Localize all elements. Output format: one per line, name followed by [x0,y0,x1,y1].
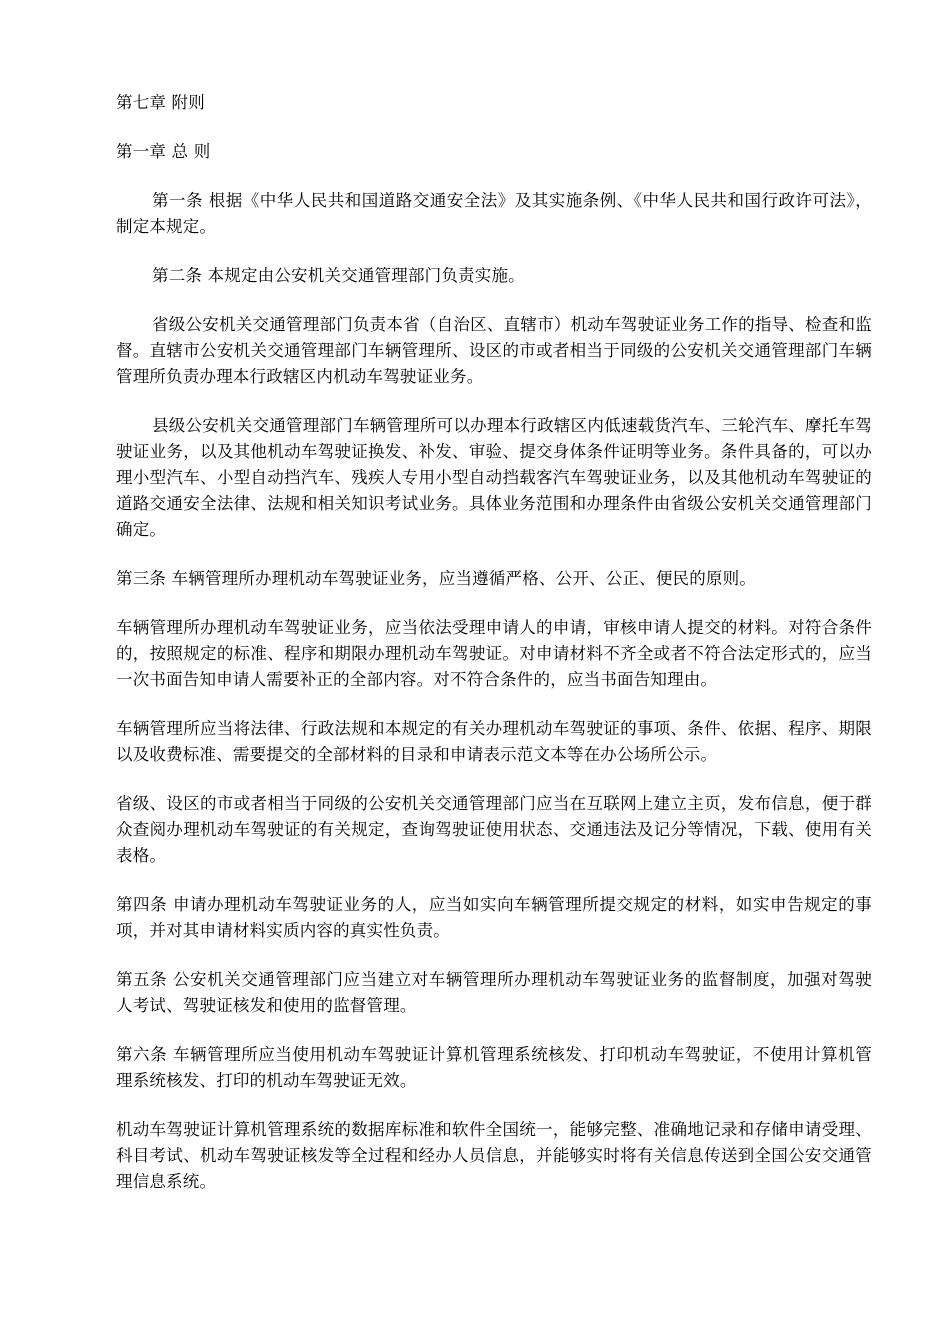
article-3-paragraph: 第三条 车辆管理所办理机动车驾驶证业务，应当遵循严格、公开、公正、便民的原则。 [116,569,757,588]
article-2-county-paragraph: 县级公安机关交通管理部门车辆管理所可以办理本行政辖区内低速载货汽车、三轮汽车、摩托车驾驶证业务，以及其他机动车驾驶证换发、补发、审验、提交身体条件证明等业务。条件具备的，可以办理小型汽车、小型自动挡汽车、残疾人专用小型自动挡载客汽车驾驶证业务，以及其他机动车驾驶证的道路交通安全法律、法规和相关知识考试业务。具体业务范围和办理条件由省级公安机关交通管理部门确定。 [116,416,872,539]
appendix-heading: 第七章 附则 [116,93,205,112]
article-2-paragraph: 第二条 本规定由公安机关交通管理部门负责实施。 [152,266,525,285]
article-3-publicity-paragraph: 车辆管理所应当将法律、行政法规和本规定的有关办理机动车驾驶证的事项、条件、依据、程序、期限以及收费标准、需要提交的全部材料的目录和申请表示范文本等在办公场所公示。 [116,719,872,764]
article-2-provincial-paragraph: 省级公安机关交通管理部门负责本省（自治区、直辖市）机动车驾驶证业务工作的指导、检查和监督。直辖市公安机关交通管理部门车辆管理所、设区的市或者相当于同级的公安机关交通管理部门车辆管理所负责办理本行政辖区内机动车驾驶证业务。 [116,315,872,386]
document-body [116,90,872,1218]
article-3-internet-paragraph: 省级、设区的市或者相当于同级的公安机关交通管理部门应当在互联网上建立主页，发布信息，便于群众查阅办理机动车驾驶证的有关规定，查询驾驶证使用状态、交通违法及记分等情况，下载、使用有关表格。 [116,794,872,865]
article-1-paragraph: 第一条 根据《中华人民共和国道路交通安全法》及其实施条例、《中华人民共和国行政许可法》，制定本规定。 [116,191,872,236]
article-6-system-paragraph: 机动车驾驶证计算机管理系统的数据库标准和软件全国统一，能够完整、准确地记录和存储申请受理、科目考试、机动车驾驶证核发等全过程和经办人员信息，并能够实时将有关信息传送到全国公安交通管理信息系统。 [116,1120,872,1191]
chapter-heading: 第一章 总 则 [116,142,211,161]
article-3-review-paragraph: 车辆管理所办理机动车驾驶证业务，应当依法受理申请人的申请，审核申请人提交的材料。对符合条件的，按照规定的标准、程序和期限办理机动车驾驶证。对申请材料不齐全或者不符合法定形式的，应当一次书面告知申请人需要补正的全部内容。对不符合条件的，应当书面告知理由。 [116,618,872,689]
article-5-paragraph: 第五条 公安机关交通管理部门应当建立对车辆管理所办理机动车驾驶证业务的监督制度，加强对驾驶人考试、驾驶证核发和使用的监督管理。 [116,970,872,1015]
article-4-paragraph: 第四条 申请办理机动车驾驶证业务的人，应当如实向车辆管理所提交规定的材料，如实申告规定的事项，并对其申请材料实质内容的真实性负责。 [116,895,872,940]
article-6-paragraph: 第六条 车辆管理所应当使用机动车驾驶证计算机管理系统核发、打印机动车驾驶证，不使用计算机管理系统核发、打印的机动车驾驶证无效。 [116,1045,872,1090]
